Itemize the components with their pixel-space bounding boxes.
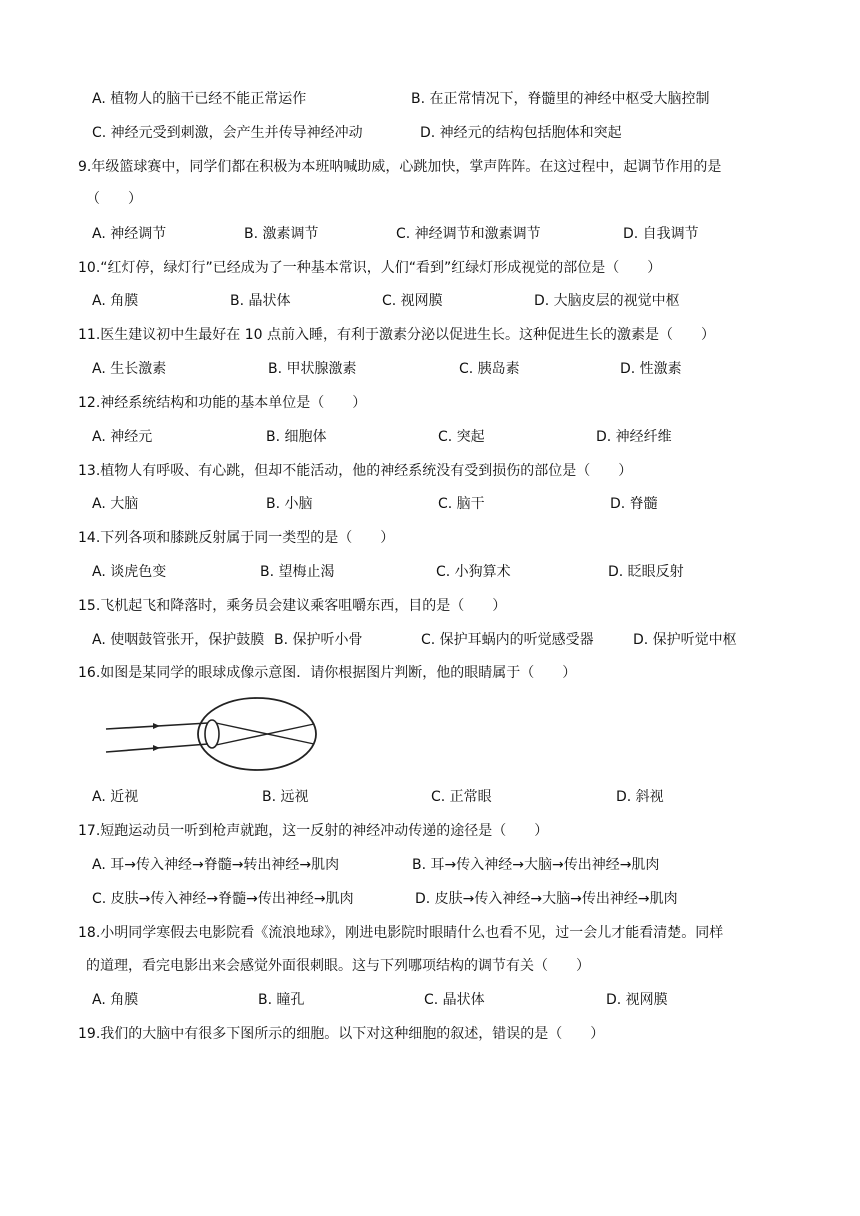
ray-arrow-top: [153, 723, 160, 729]
q10-option-a: A. 角膜: [92, 293, 139, 309]
q15-option-a: A. 使咽鼓管张开，保护鼓膜: [92, 632, 265, 648]
q8-option-c: C. 神经元受到刺激，会产生并传导神经冲动: [92, 125, 363, 141]
q18-stem-continued: 的道理，看完电影出来会感觉外面很刺眼。这与下列哪项结构的调节有关（ ）: [86, 958, 590, 974]
q12-option-b: B. 细胞体: [266, 429, 327, 445]
q8-option-b: B. 在正常情况下，脊髓里的神经中枢受大脑控制: [411, 91, 710, 107]
q12-stem: 12.神经系统结构和功能的基本单位是（ ）: [78, 395, 367, 411]
eyeball-outline: [198, 698, 316, 770]
q18-option-b: B. 瞳孔: [258, 992, 305, 1008]
q11-option-b: B. 甲状腺激素: [268, 361, 357, 377]
q12-option-c: C. 突起: [438, 429, 485, 445]
q10-option-d: D. 大脑皮层的视觉中枢: [534, 293, 680, 309]
q16-stem: 16.如图是某同学的眼球成像示意图．请你根据图片判断，他的眼睛属于（ ）: [78, 665, 577, 681]
q19-stem: 19.我们的大脑中有很多下图所示的细胞。以下对这种细胞的叙述，错误的是（ ）: [78, 1026, 605, 1042]
q14-option-c: C. 小狗算术: [436, 564, 511, 580]
q9-stem-continued: （ ）: [86, 191, 142, 207]
q9-option-b: B. 激素调节: [244, 226, 319, 242]
q11-stem: 11.医生建议初中生最好在 10 点前入睡，有利于激素分泌以促进生长。这种促进生长的激素是（ ）: [78, 327, 715, 343]
q9-option-d: D. 自我调节: [623, 226, 699, 242]
q9-option-a: A. 神经调节: [92, 226, 167, 242]
q15-option-c: C. 保护耳蜗内的听觉感受器: [421, 632, 594, 648]
q12-option-a: A. 神经元: [92, 429, 153, 445]
q17-stem: 17.短跑运动员一听到枪声就跑，这一反射的神经冲动传递的途径是（ ）: [78, 823, 549, 839]
ray-arrow-bottom: [153, 745, 160, 751]
q10-option-b: B. 晶状体: [230, 293, 291, 309]
q18-stem: 18.小明同学寒假去电影院看《流浪地球》，刚进电影院时眼睛什么也看不见，过一会儿才能看清楚。同样: [78, 925, 724, 941]
eyeball-imaging-diagram: [104, 694, 324, 778]
refracted-ray-top: [216, 723, 314, 744]
q16-option-d: D. 斜视: [616, 789, 664, 805]
q13-option-b: B. 小脑: [266, 496, 313, 512]
q8-option-d: D. 神经元的结构包括胞体和突起: [420, 125, 622, 141]
q15-option-d: D. 保护听觉中枢: [633, 632, 737, 648]
q14-stem: 14.下列各项和膝跳反射属于同一类型的是（ ）: [78, 530, 395, 546]
q16-option-c: C. 正常眼: [431, 789, 492, 805]
q11-option-a: A. 生长激素: [92, 361, 167, 377]
q8-option-a: A. 植物人的脑干已经不能正常运作: [92, 91, 307, 107]
q18-option-d: D. 视网膜: [606, 992, 668, 1008]
refracted-ray-bottom: [216, 724, 314, 745]
q11-option-c: C. 胰岛素: [459, 361, 520, 377]
q10-option-c: C. 视网膜: [382, 293, 443, 309]
q10-stem: 10.“红灯停，绿灯行”已经成为了一种基本常识，人们“看到”红绿灯形成视觉的部位是（ ）: [78, 260, 662, 276]
q18-option-c: C. 晶状体: [424, 992, 485, 1008]
q16-option-b: B. 远视: [262, 789, 309, 805]
q14-option-d: D. 眨眼反射: [608, 564, 684, 580]
q15-stem: 15.飞机起飞和降落时，乘务员会建议乘客咀嚼东西，目的是（ ）: [78, 598, 507, 614]
q16-option-a: A. 近视: [92, 789, 139, 805]
q18-option-a: A. 角膜: [92, 992, 139, 1008]
q13-option-c: C. 脑干: [438, 496, 485, 512]
q11-option-d: D. 性激素: [620, 361, 682, 377]
q13-option-d: D. 脊髓: [610, 496, 658, 512]
q13-stem: 13.植物人有呼吸、有心跳，但却不能活动，他的神经系统没有受到损伤的部位是（ ）: [78, 463, 633, 479]
q15-option-b: B. 保护听小骨: [274, 632, 363, 648]
q9-option-c: C. 神经调节和激素调节: [396, 226, 541, 242]
q12-option-d: D. 神经纤维: [596, 429, 672, 445]
q13-option-a: A. 大脑: [92, 496, 139, 512]
q17-option-b: B. 耳→传入神经→大脑→传出神经→肌肉: [412, 857, 660, 873]
lens-icon: [205, 720, 219, 748]
q14-option-a: A. 谈虎色变: [92, 564, 167, 580]
q17-option-a: A. 耳→传入神经→脊髓→转出神经→肌肉: [92, 857, 340, 873]
q17-option-d: D. 皮肤→传入神经→大脑→传出神经→肌肉: [415, 891, 678, 907]
q9-stem: 9.年级篮球赛中，同学们都在积极为本班呐喊助威，心跳加快，掌声阵阵。在这过程中，起调节作用的是: [78, 159, 722, 175]
q14-option-b: B. 望梅止渴: [260, 564, 335, 580]
q17-option-c: C. 皮肤→传入神经→脊髓→传出神经→肌肉: [92, 891, 354, 907]
